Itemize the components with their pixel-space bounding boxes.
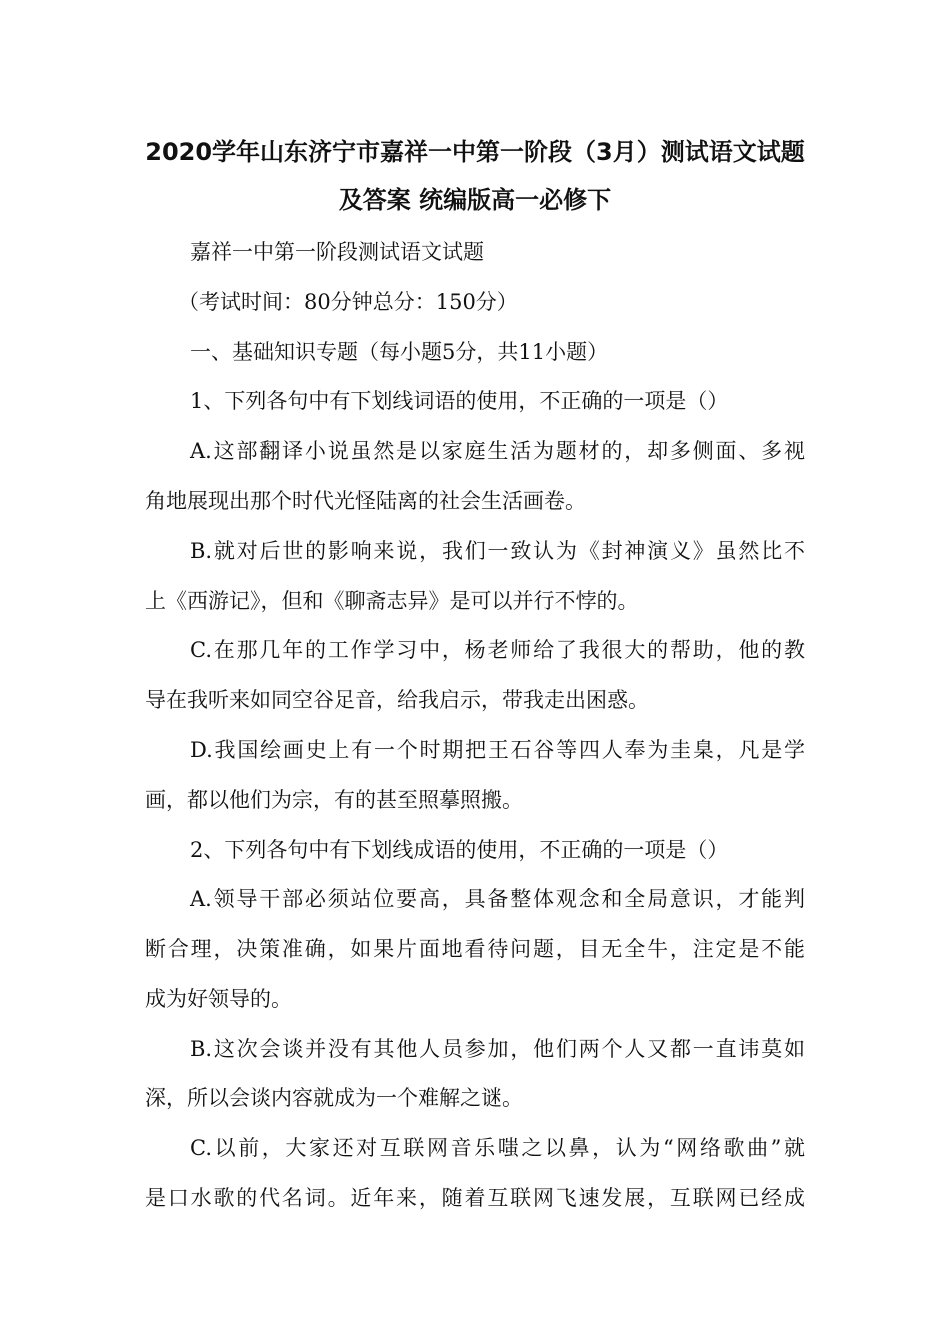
question-1: 1、下列各句中有下划线词语的使用，不正确的一项是（） <box>190 389 729 413</box>
option-2c-line-1: C.以前，大家还对互联网音乐嗤之以鼻，认为“网络歌曲”就 <box>190 1136 805 1160</box>
subtitle: 嘉祥一中第一阶段测试语文试题 <box>190 240 484 264</box>
option-2a-line-1: A.领导干部必须站位要高，具备整体观念和全局意识，才能判 <box>190 887 805 911</box>
option-2c-line-2: 是口水歌的代名词。近年来，随着互联网飞速发展，互联网已经成 <box>145 1186 805 1210</box>
document-title-line-2: 及答案 统编版高一必修下 <box>338 186 612 214</box>
option-1b-line-1: B.就对后世的影响来说，我们一致认为《封神演义》虽然比不 <box>190 539 805 563</box>
question-2: 2、下列各句中有下划线成语的使用，不正确的一项是（） <box>190 838 729 862</box>
option-2a-line-3: 成为好领导的。 <box>145 987 292 1011</box>
option-2b-line-1: B.这次会谈并没有其他人员参加，他们两个人又都一直讳莫如 <box>190 1037 805 1061</box>
option-1a-line-2: 角地展现出那个时代光怪陆离的社会生活画卷。 <box>145 489 586 513</box>
option-1c-line-1: C.在那几年的工作学习中，杨老师给了我很大的帮助，他的教 <box>190 638 805 662</box>
option-1a-line-1: A.这部翻译小说虽然是以家庭生活为题材的，却多侧面、多视 <box>190 439 805 463</box>
section-heading: 一、基础知识专题（每小题5分，共11小题） <box>190 340 609 364</box>
option-1b-line-2: 上《西游记》，但和《聊斋志异》是可以并行不悖的。 <box>145 589 639 613</box>
option-1c-line-2: 导在我听来如同空谷足音，给我启示，带我走出困惑。 <box>145 688 649 712</box>
option-2a-line-2: 断合理，决策准确，如果片面地看待问题，目无全牛，注定是不能 <box>145 937 805 961</box>
exam-info: （考试时间：80分钟总分：150分） <box>178 290 518 314</box>
option-1d-line-1: D.我国绘画史上有一个时期把王石谷等四人奉为圭臬，凡是学 <box>190 738 805 762</box>
option-2b-line-2: 深，所以会谈内容就成为一个难解之谜。 <box>145 1086 523 1110</box>
document-title-line-1: 2020学年山东济宁市嘉祥一中第一阶段（3月）测试语文试题 <box>145 138 805 166</box>
option-1d-line-2: 画，都以他们为宗，有的甚至照摹照搬。 <box>145 788 523 812</box>
